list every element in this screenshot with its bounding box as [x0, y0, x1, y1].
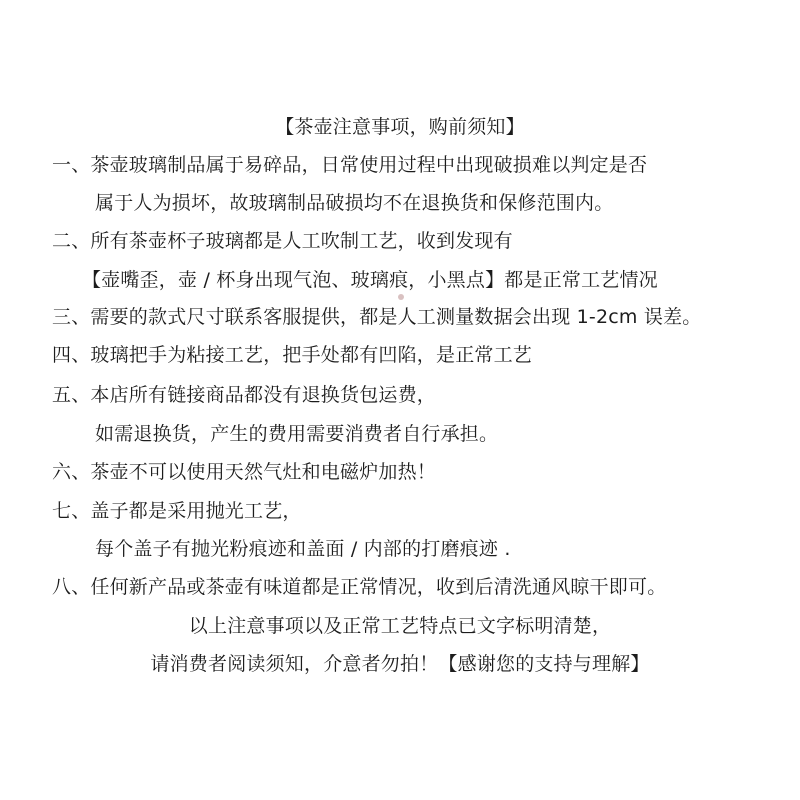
- notice-line-1-cont: 属于人为损坏，故玻璃制品破损均不在退换货和保修范围内。: [95, 192, 614, 214]
- notice-line-6: 六、茶壶不可以使用天然气灶和电磁炉加热！: [52, 461, 437, 483]
- closing-line-1: 以上注意事项以及正常工艺特点已文字标明清楚，: [188, 615, 612, 637]
- notice-line-5: 五、本店所有链接商品都没有退换货包运费，: [52, 384, 437, 406]
- stray-dot: [398, 294, 404, 300]
- notice-line-2-cont: 【壶嘴歪，壶 / 杯身出现气泡、玻璃痕，小黑点】都是正常工艺情况: [82, 269, 658, 291]
- notice-line-1: 一、茶壶玻璃制品属于易碎品，日常使用过程中出现破损难以判定是否: [52, 154, 648, 176]
- closing-line-2: 请消费者阅读须知，介意者勿拍！【感谢您的支持与理解】: [150, 653, 650, 675]
- notice-line-5-cont: 如需退换货，产生的费用需要消费者自行承担。: [95, 423, 499, 445]
- notice-line-2: 二、所有茶壶杯子玻璃都是人工吹制工艺，收到发现有: [52, 230, 513, 252]
- notice-title: 【茶壶注意事项，购前须知】: [275, 116, 525, 138]
- notice-line-8: 八、任何新产品或茶壶有味道都是正常情况，收到后清洗通风晾干即可。: [52, 576, 667, 598]
- notice-line-3: 三、需要的款式尺寸联系客服提供，都是人工测量数据会出现 1-2cm 误差。: [52, 306, 702, 328]
- notice-line-4: 四、玻璃把手为粘接工艺，把手处都有凹陷，是正常工艺: [52, 344, 533, 366]
- notice-line-7-cont: 每个盖子有抛光粉痕迹和盖面 / 内部的打磨痕迹 .: [95, 538, 511, 560]
- notice-line-7: 七、盖子都是采用抛光工艺，: [52, 500, 302, 522]
